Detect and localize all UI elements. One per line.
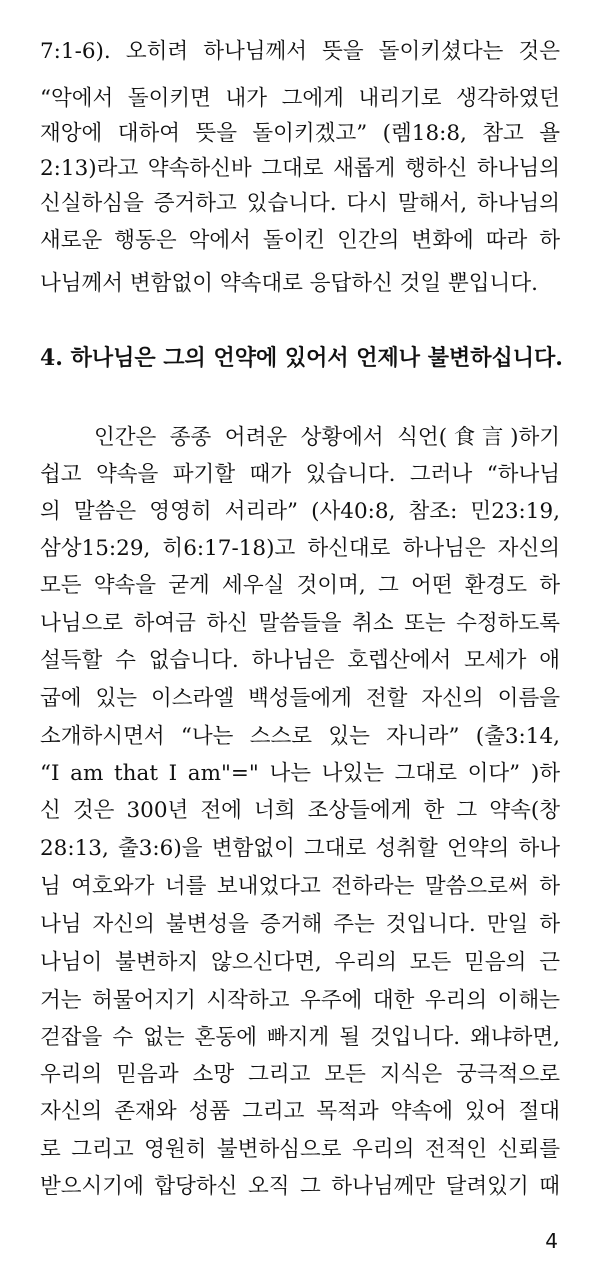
- para2-line-3: 의 말씀은 영영히 서리라” (사40:8, 참조: 민23:19,: [40, 499, 560, 524]
- para2-line-13: 님 여호와가 너를 보내었다고 전하라는 말씀으로써 하: [40, 874, 560, 899]
- para1-line-4: 2:13)라고 약속하신바 그대로 새롭게 행하신 하나님의: [40, 156, 560, 181]
- para1-line-3: 재앙에 대하여 뜻을 돌이키겠고” (렘18:8, 참고 욜: [40, 121, 560, 146]
- para2-line-18: 우리의 믿음과 소망 그리고 모든 지식은 궁극적으로: [40, 1062, 560, 1087]
- para2-line-2: 쉽고 약속을 파기할 때가 있습니다. 그러나 “하나님: [40, 462, 560, 487]
- para2-line-17: 걷잡을 수 없는 혼동에 빠지게 될 것입니다. 왜냐하면,: [40, 1025, 560, 1050]
- para2-line-7: 설득할 수 없습니다. 하나님은 호렙산에서 모세가 애: [40, 648, 560, 673]
- para1-line-2: “악에서 돌이키면 내가 그에게 내리기로 생각하였던: [40, 86, 560, 111]
- para1-line-5: 신실하심을 증거하고 있습니다. 다시 말해서, 하나님의: [40, 191, 560, 216]
- para2-line-14: 나님 자신의 불변성을 증거해 주는 것입니다. 만일 하: [40, 912, 560, 937]
- para2-line-15: 나님이 불변하지 않으신다면, 우리의 모든 믿음의 근: [40, 950, 560, 975]
- para2-line-12: 28:13, 출3:6)을 변함없이 그대로 성취할 언약의 하나: [40, 836, 560, 861]
- para2-line-6: 나님으로 하여금 하신 말씀들을 취소 또는 수정하도록: [40, 611, 560, 636]
- para1-line-7: 나님께서 변함없이 약속대로 응답하신 것일 뿐입니다.: [40, 271, 538, 296]
- para2-line-5: 모든 약속을 굳게 세우실 것이며, 그 어떤 환경도 하: [40, 573, 560, 598]
- para2-line-1: 인간은 종종 어려운 상황에서 식언(食言)하기: [40, 425, 560, 450]
- para2-line-9: 소개하시면서 “나는 스스로 있는 자니라” (출3:14,: [40, 724, 560, 749]
- para2-line-16: 거는 허물어지기 시작하고 우주에 대한 우리의 이해는: [40, 988, 560, 1013]
- section-heading: 4. 하나님은 그의 언약에 있어서 언제나 불변하십니다.: [40, 345, 563, 371]
- para2-line-21: 받으시기에 합당하신 오직 그 하나님께만 달려있기 때: [40, 1174, 560, 1199]
- para2-line-10: “I am that I am"=" 나는 나있는 그대로 이다” )하: [40, 761, 560, 786]
- para2-line-8: 굽에 있는 이스라엘 백성들에게 전할 자신의 이름을: [40, 686, 560, 711]
- para2-line-19: 자신의 존재와 성품 그리고 목적과 약속에 있어 절대: [40, 1099, 560, 1124]
- page-number: 4: [545, 1229, 558, 1253]
- para2-line-4: 삼상15:29, 히6:17-18)고 하신대로 하나님은 자신의: [40, 536, 560, 561]
- para1-line-6: 새로운 행동은 악에서 돌이킨 인간의 변화에 따라 하: [40, 228, 560, 253]
- para1-line-1: 7:1-6). 오히려 하나님께서 뜻을 돌이키셨다는 것은: [40, 39, 560, 64]
- para2-line-20: 로 그리고 영원히 불변하심으로 우리의 전적인 신뢰를: [40, 1137, 560, 1162]
- para2-line-11: 신 것은 300년 전에 너희 조상들에게 한 그 약속(창: [40, 798, 560, 823]
